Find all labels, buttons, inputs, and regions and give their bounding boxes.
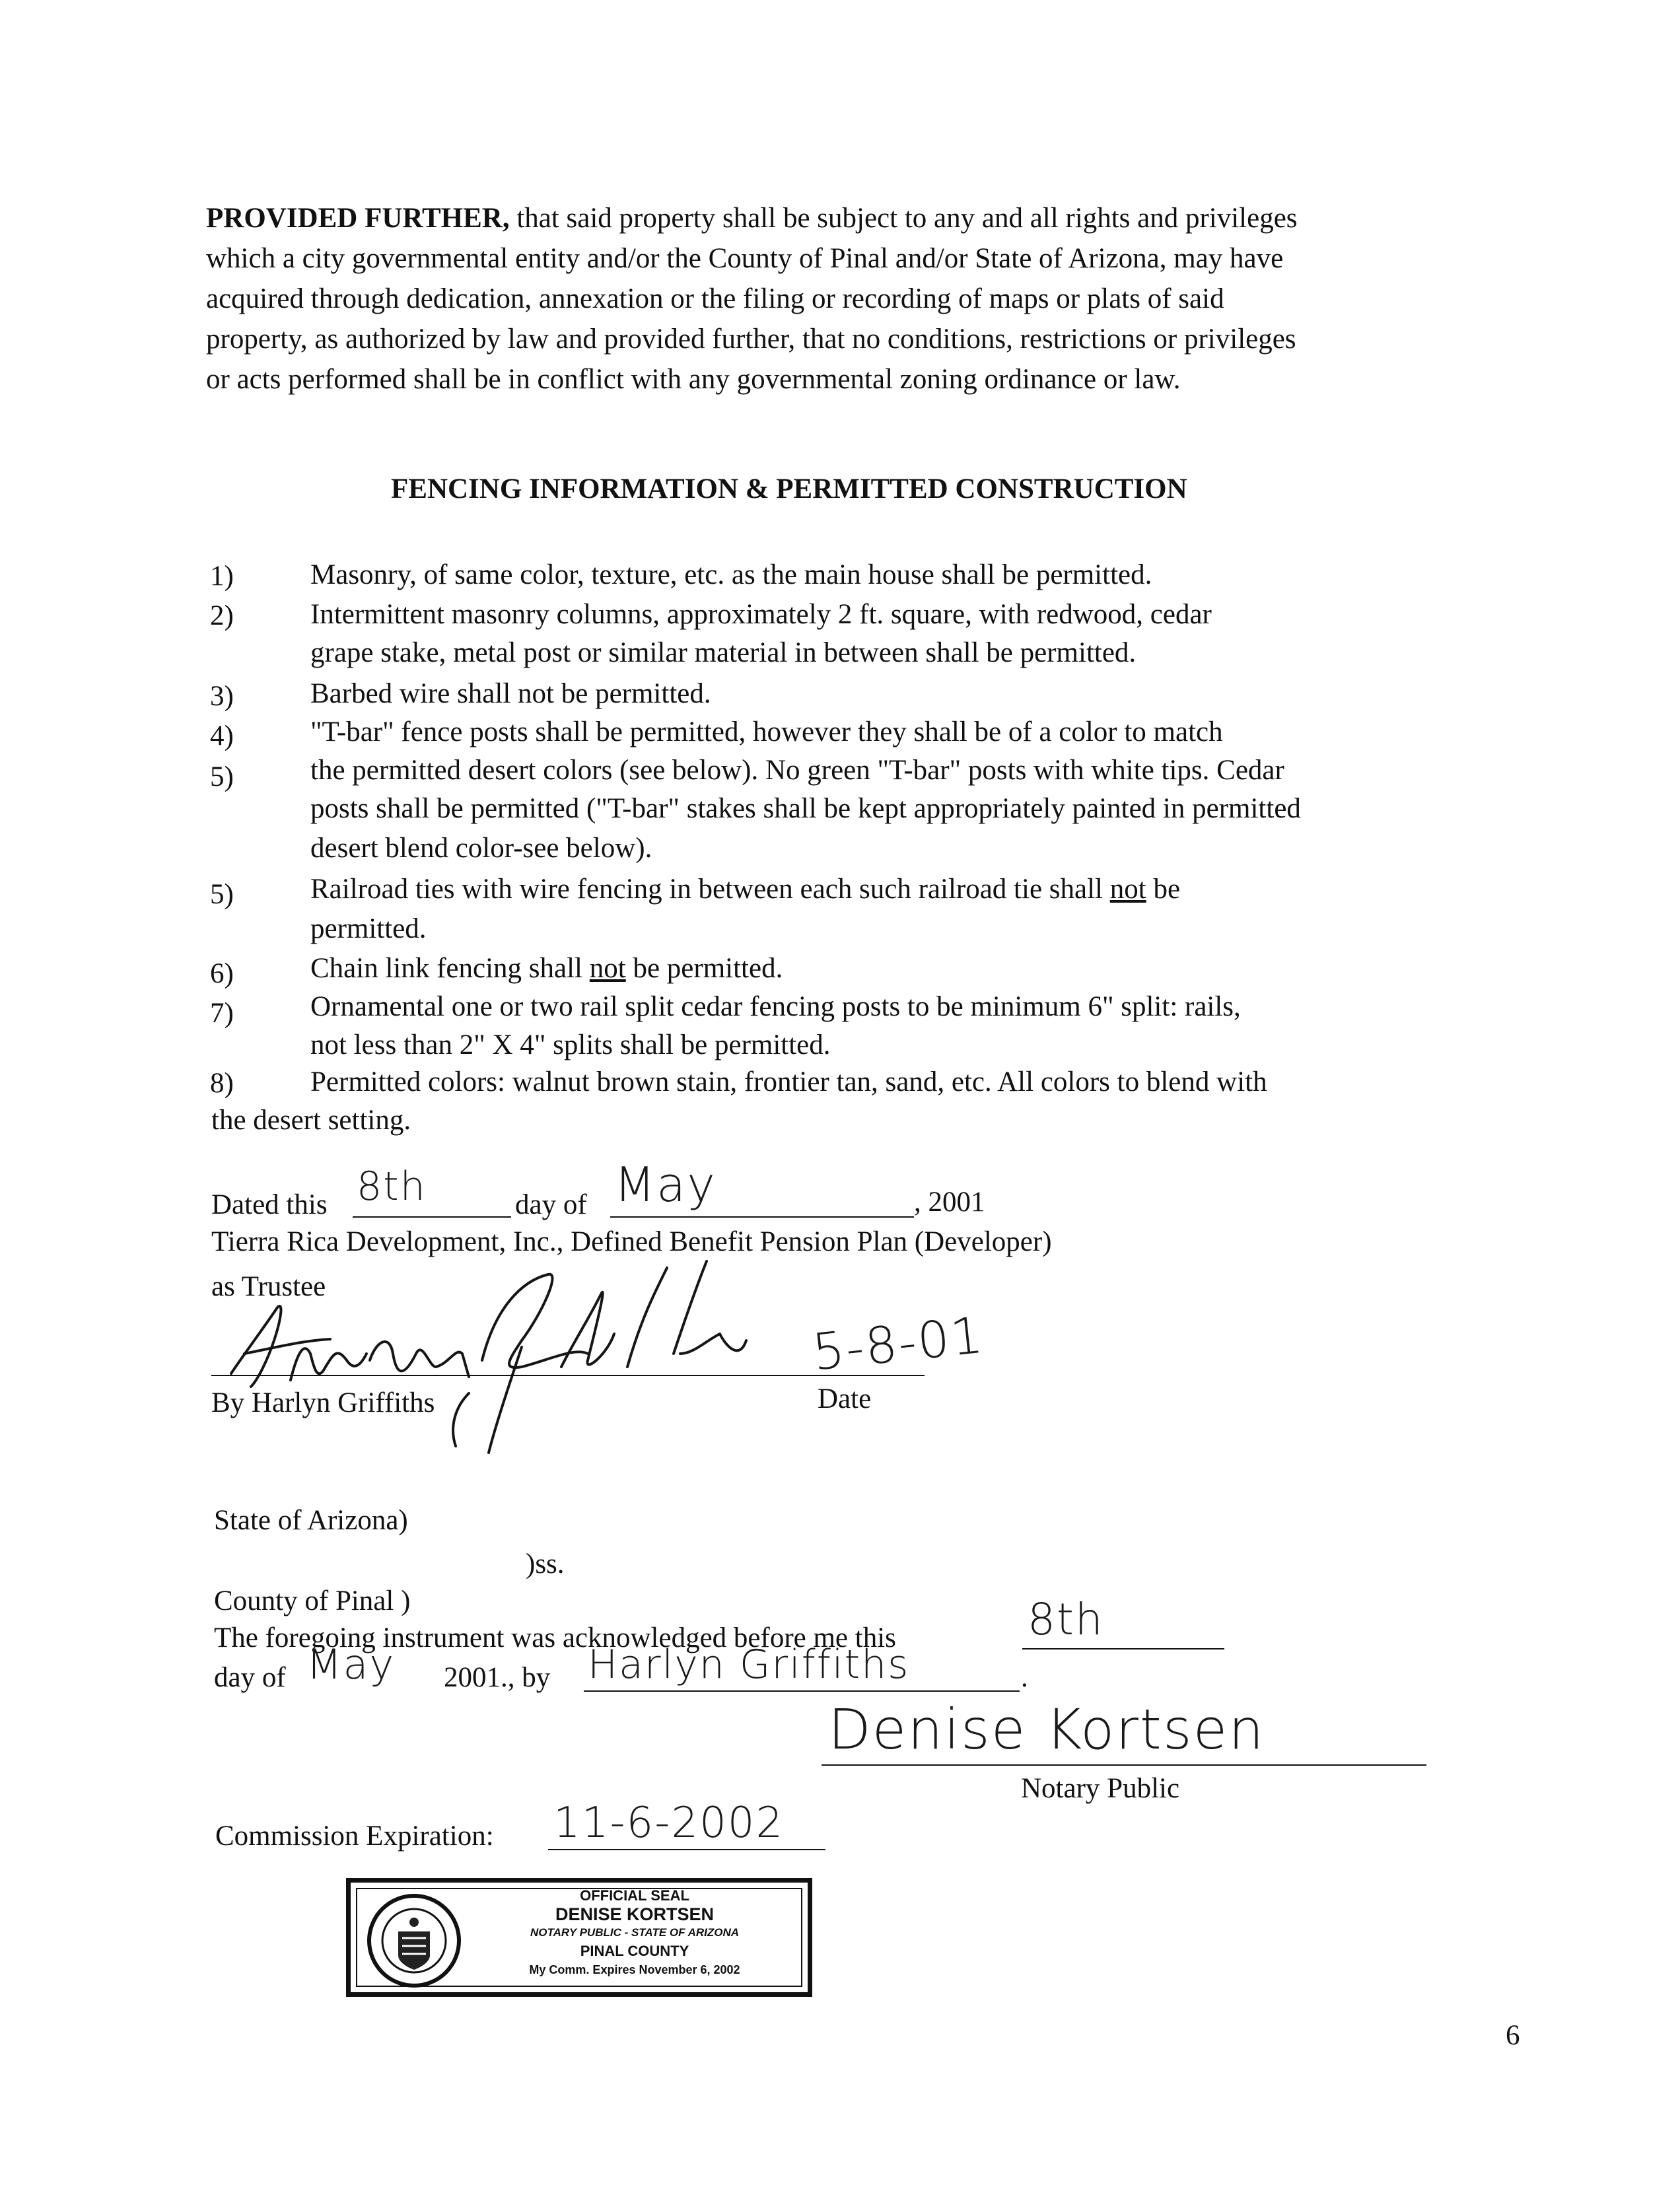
dated-mid: day of (515, 1189, 587, 1220)
item-number: 5) (210, 879, 234, 910)
item-number: 1) (210, 561, 234, 592)
county-line: County of Pinal ) (214, 1585, 411, 1616)
handwritten-month: May (614, 1157, 717, 1212)
period: . (1021, 1662, 1028, 1693)
seal-text (470, 1887, 800, 1979)
notary-seal-stamp (346, 1878, 812, 1997)
handwritten-name: Harlyn Griffiths (588, 1642, 910, 1688)
handwritten-commission-date: 11-6-2002 (553, 1799, 785, 1848)
commission-label: Commission Expiration: (215, 1821, 494, 1852)
signer-label: By Harlyn Griffiths (211, 1387, 435, 1418)
list-item-text: grape stake, metal post or similar material in between shall be permitted. (310, 637, 1137, 668)
handwritten-day: 8th (357, 1163, 427, 1210)
notary-label: Notary Public (1021, 1773, 1180, 1804)
list-item-text: the desert setting. (211, 1105, 411, 1136)
list-item-text: Railroad ties with wire fencing in between each such railroad tie shall not be (310, 874, 1181, 905)
arizona-seal-icon (365, 1892, 463, 1990)
list-item-text: not less than 2" X 4" splits shall be permitted. (310, 1029, 831, 1060)
list-item-text: desert blend color-see below). (310, 833, 652, 864)
list-item-text: "T-bar" fence posts shall be permitted, however they shall be of a color to match (310, 716, 1223, 747)
dated-prefix: Dated this (211, 1189, 328, 1220)
blank-line (584, 1690, 1020, 1692)
list-item-text: posts shall be permitted ("T-bar" stakes shall be kept appropriately painted in permitted (310, 793, 1301, 824)
list-item-text: Ornamental one or two rail split cedar fencing posts to be minimum 6" split: rails, (310, 991, 1241, 1022)
item-number: 2) (210, 600, 234, 631)
signature-line (822, 1764, 1426, 1766)
seal-line: OFFICIAL SEAL (580, 1887, 689, 1904)
list-item-text: the permitted desert colors (see below). No green "T-bar" posts with white tips. Cedar (310, 755, 1284, 786)
handwritten-month: May (306, 1640, 396, 1688)
notary-signature: Denise Kortsen (828, 1697, 1265, 1762)
dated-year: , 2001 (914, 1187, 985, 1218)
paragraph-line: that said property shall be subject to any and all rights and privileges (509, 203, 1298, 234)
blank-line (610, 1216, 914, 1218)
item-number: 6) (210, 958, 234, 989)
item-number: 7) (210, 998, 234, 1029)
griffiths-signature (218, 1255, 812, 1453)
paragraph-line: or acts performed shall be in conflict with any governmental zoning ordinance or law. (206, 364, 1181, 395)
list-item-text: Masonry, of same color, texture, etc. as the main house shall be permitted. (310, 559, 1152, 590)
blank-line (353, 1216, 511, 1218)
seal-line: NOTARY PUBLIC - STATE OF ARIZONA (530, 1926, 740, 1939)
item-number: 3) (210, 681, 234, 712)
blank-line (1022, 1648, 1224, 1649)
blank-line (548, 1849, 825, 1850)
seal-line: PINAL COUNTY (580, 1943, 689, 1959)
list-item-text: permitted. (310, 913, 427, 944)
ss-line: )ss. (526, 1548, 565, 1580)
provided-further-paragraph (206, 198, 1514, 399)
paragraph-line: acquired through dedication, annexation or the filing or recording of maps or plats of said (206, 283, 1224, 314)
seal-line: My Comm. Expires November 6, 2002 (529, 1963, 740, 1976)
year-by-label: 2001., by (444, 1662, 551, 1693)
item-number: 4) (210, 720, 234, 751)
list-item-text: Chain link fencing shall not be permitted. (310, 953, 783, 984)
list-item-text: Permitted colors: walnut brown stain, frontier tan, sand, etc. All colors to blend with (310, 1066, 1267, 1097)
list-item-text: Barbed wire shall not be permitted. (310, 678, 711, 709)
acknowledgment-line: The foregoing instrument was acknowledged before me this (214, 1622, 896, 1653)
list-item-text: Intermittent masonry columns, approximately 2 ft. square, with redwood, cedar (310, 599, 1212, 630)
handwritten-day: 8th (1028, 1594, 1104, 1645)
handwritten-date: 5-8-01 (810, 1305, 987, 1382)
paragraph-line: which a city governmental entity and/or the County of Pinal and/or State of Arizona, may have (206, 243, 1284, 274)
item-number: 5) (210, 761, 234, 792)
seal-line: DENISE KORTSEN (555, 1904, 715, 1924)
day-of-label: day of (214, 1662, 286, 1693)
date-label: Date (818, 1383, 872, 1414)
item-number: 8) (210, 1068, 234, 1099)
trustee-line: as Trustee (211, 1271, 326, 1302)
paragraph-line: property, as authorized by law and provided further, that no conditions, restrictions or privileges (206, 324, 1296, 355)
paragraph-lead: PROVIDED FURTHER, (206, 203, 510, 234)
developer-line: Tierra Rica Development, Inc., Defined Benefit Pension Plan (Developer) (211, 1226, 1052, 1257)
section-heading: FENCING INFORMATION & PERMITTED CONSTRUCTION (391, 473, 1187, 504)
state-line: State of Arizona) (214, 1505, 408, 1536)
page-number: 6 (1506, 2020, 1520, 2051)
